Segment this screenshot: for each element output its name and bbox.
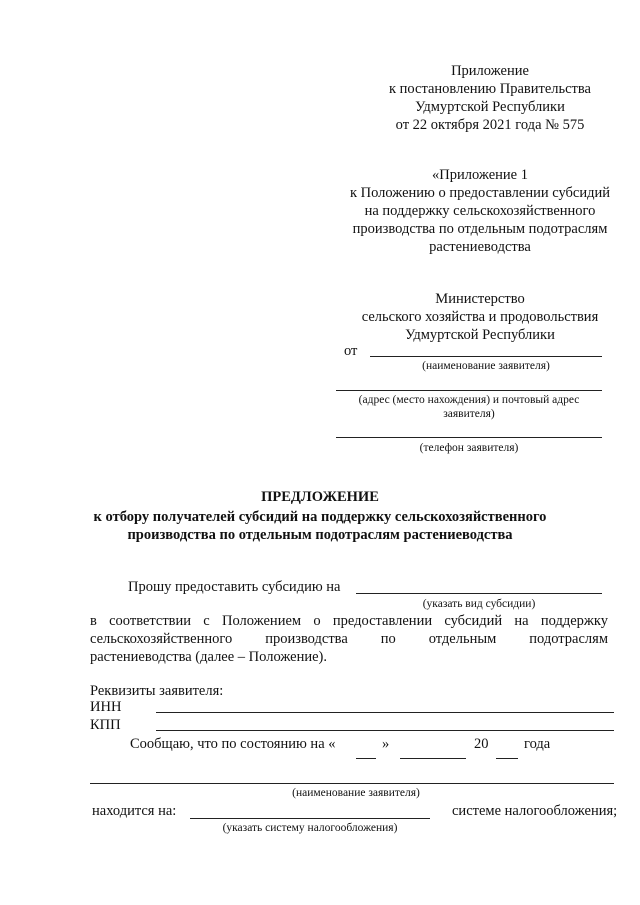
applicant-name-caption: (наименование заявителя): [422, 360, 550, 372]
subsidy-type-field[interactable]: [356, 593, 602, 594]
year-prefix: 20: [474, 736, 489, 752]
paragraph-line: сельскохозяйственного производства по отдельным подотраслям: [90, 631, 608, 647]
tax-system-caption: (указать систему налогообложения): [222, 822, 398, 834]
document-title: ПРЕДЛОЖЕНИЕ: [261, 489, 379, 505]
appendix1-line: растениеводства: [429, 239, 531, 255]
address-caption-cont: заявителя): [443, 408, 495, 420]
request-text: Прошу предоставить субсидию на: [128, 579, 341, 595]
appendix-line: Приложение: [451, 63, 529, 79]
phone-field[interactable]: [336, 437, 602, 438]
day-field[interactable]: [356, 758, 376, 759]
month-field[interactable]: [400, 758, 466, 759]
inn-field[interactable]: [156, 712, 614, 713]
addressee-line: сельского хозяйства и продовольствия: [361, 309, 599, 325]
applicant-name-field[interactable]: [370, 356, 602, 357]
kpp-label: КПП: [90, 717, 121, 733]
appendix1-line: к Положению о предоставлении субсидий: [349, 185, 611, 201]
addressee-line: Министерство: [435, 291, 525, 307]
paragraph-line: в соответствии с Положением о предоставлении субсидий на поддержку: [90, 613, 608, 629]
appendix-line: Удмуртской Республики: [415, 99, 565, 115]
report-text: Сообщаю, что по состоянию на «: [130, 736, 336, 752]
kpp-field[interactable]: [156, 730, 614, 731]
paragraph-line: растениеводства (далее – Положение).: [90, 649, 327, 665]
quote-close: »: [382, 736, 390, 752]
applicant-name-full-field[interactable]: [90, 783, 614, 784]
document-subtitle: к отбору получателей субсидий на поддержку сельскохозяйственного: [93, 509, 547, 525]
addressee-block: [320, 290, 640, 344]
appendix1-block: [320, 166, 640, 256]
address-field[interactable]: [336, 390, 602, 391]
appendix1-line: «Приложение 1: [432, 167, 528, 183]
document-subtitle-cont: производства по отдельным подотраслям растениеводства: [127, 527, 513, 543]
subsidy-type-caption: (указать вид субсидии): [422, 598, 536, 610]
appendix-block: [340, 62, 640, 134]
year-suffix: года: [524, 736, 551, 752]
appendix1-line: на поддержку сельскохозяйственного: [364, 203, 596, 219]
phone-caption: (телефон заявителя): [419, 442, 519, 454]
year-field[interactable]: [496, 758, 518, 759]
located-on-text: находится на:: [92, 803, 177, 819]
applicant-name-full-caption: (наименование заявителя): [292, 787, 420, 799]
appendix1-line: производства по отдельным подотраслям: [352, 221, 608, 237]
addressee-line: Удмуртской Республики: [405, 327, 555, 343]
appendix-line: к постановлению Правительства: [389, 81, 591, 97]
tax-system-text: системе налогообложения;: [452, 803, 618, 819]
inn-label: ИНН: [90, 699, 122, 715]
tax-system-field[interactable]: [190, 818, 430, 819]
from-label: от: [344, 343, 358, 359]
address-caption: (адрес (место нахождения) и почтовый адрес: [358, 394, 580, 406]
requisites-label: Реквизиты заявителя:: [90, 683, 224, 699]
appendix-line: от 22 октября 2021 года № 575: [395, 117, 585, 133]
